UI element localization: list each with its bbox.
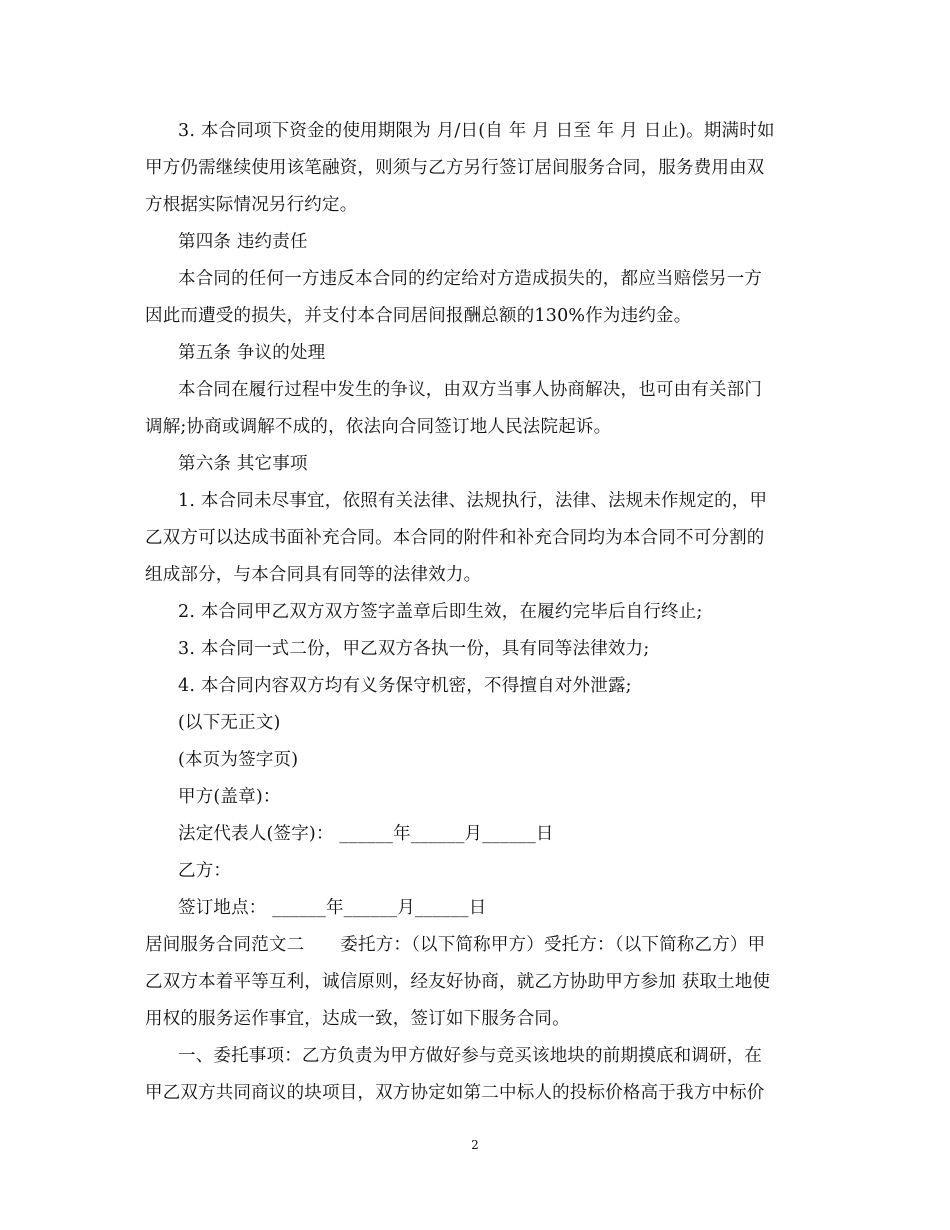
text-line-9: 调解;协商或调解不成的，依法向合同签订地人民法院起诉。 [145,417,612,437]
text-line-1: 3. 本合同项下资金的使用期限为 月/日(自 年 月 日至 年 月 日止)。期满时如 [178,121,775,141]
second-contract-first-line [145,927,805,964]
text-line-2: 甲方仍需继续使用该笔融资，则须与乙方另行签订居间服务合同，服务费用由双 [145,158,765,178]
no-more-text-note: (以下无正文) [178,713,281,733]
text-line-25: 用权的服务运作事宜，达成一致，签订如下服务合同。 [145,1009,570,1029]
signing-place: 签订地点： ______年______月______日 [178,898,487,918]
section-heading-5: 第五条 争议的处理 [178,343,326,363]
party-b: 乙方： [178,861,232,881]
text-line-6: 因此而遭受的损失，并支付本合同居间报酬总额的130%作为违约金。 [145,306,692,326]
text-line-5: 本合同的任何一方违反本合同的约定给对方造成损失的，都应当赔偿另一方 [178,269,763,289]
text-line-15: 3. 本合同一式二份，甲乙双方各执一份，具有同等法律效力; [178,639,650,659]
text-line-14: 2. 本合同甲乙双方双方签字盖章后即生效，在履约完毕后自行终止; [178,602,703,622]
document-body [145,113,805,1112]
text-line-26: 一、委托事项：乙方负责为甲方做好参与竞买该地块的前期摸底和调研，在 [178,1046,763,1066]
second-contract-parties: 委托方：（以下简称甲方）受托方：（以下简称乙方）甲 [340,935,766,955]
text-line-16: 4. 本合同内容双方均有义务保守机密，不得擅自对外泄露; [178,676,632,696]
party-a-seal: 甲方(盖章)： [178,787,281,807]
page-number: 2 [471,1138,479,1152]
section-heading-6: 第六条 其它事项 [178,454,308,474]
text-line-24: 乙双方本着平等互利，诚信原则，经友好协商，就乙方协助甲方参加 获取土地使 [145,972,771,992]
text-line-3: 方根据实际情况另行约定。 [145,195,358,215]
text-line-12: 乙双方可以达成书面补充合同。本合同的附件和补充合同均为本合同不可分割的 [145,528,765,548]
section-heading-4: 第四条 违约责任 [178,232,308,252]
text-line-13: 组成部分，与本合同具有同等的法律效力。 [145,565,482,585]
text-line-8: 本合同在履行过程中发生的争议，由双方当事人协商解决，也可由有关部门 [178,380,763,400]
second-contract-heading: 居间服务合同范文二 [145,935,305,955]
legal-representative-signature: 法定代表人(签字)： ______年______月______日 [178,824,554,844]
signature-page-note: (本页为签字页) [178,750,299,770]
text-line-27: 甲乙双方共同商议的块项目，双方协定如第二中标人的投标价格高于我方中标价 [145,1083,765,1103]
text-line-11: 1. 本合同未尽事宜，依照有关法律、法规执行，法律、法规未作规定的，甲 [178,491,768,511]
